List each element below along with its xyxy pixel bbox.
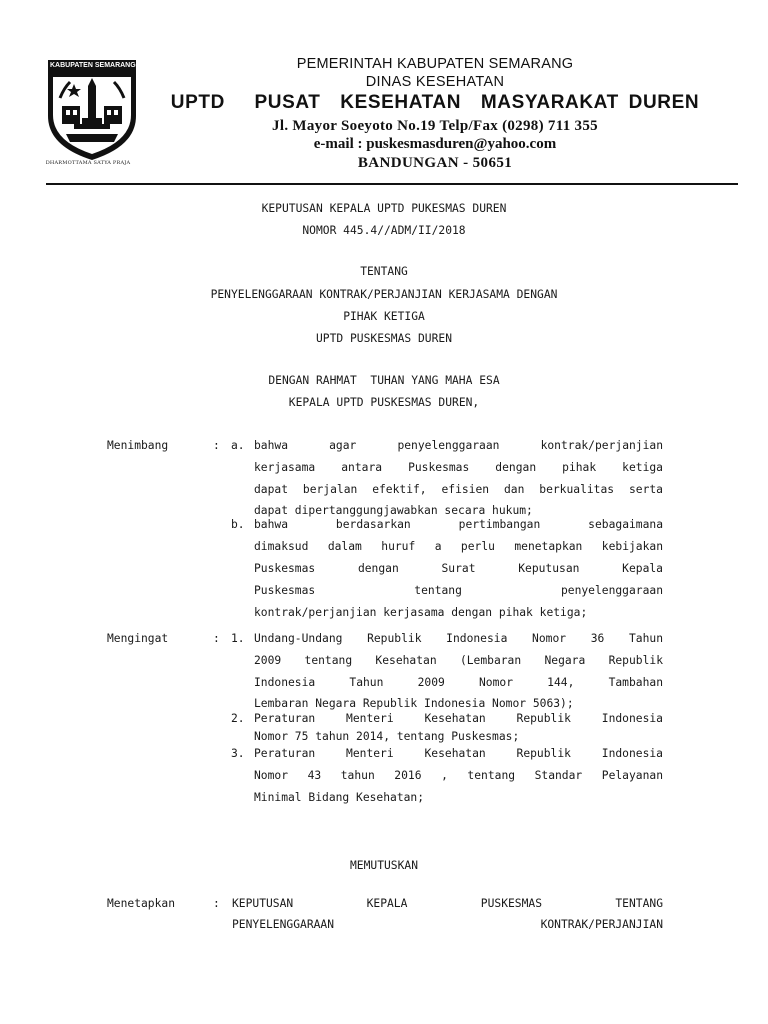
address-line: Jl. Mayor Soeyoto No.19 Telp/Fax (0298) 711 355: [272, 118, 598, 134]
item-line: dapat berjalan efektif, efisien dan berkualitas serta: [254, 483, 663, 496]
institution-name: UPTD PUSAT KESEHATAN MASYARAKAT DUREN: [170, 92, 700, 113]
item-marker: 3.: [231, 747, 245, 760]
item-line: Peraturan Menteri Kesehatan Republik Indonesia: [254, 747, 663, 760]
city-postcode: BANDUNGAN - 50651: [357, 155, 513, 171]
menimbang-label: Menimbang: [107, 439, 169, 452]
item-line: Nomor 43 tahun 2016 , tentang Standar Pelayanan: [254, 769, 663, 782]
mengingat-label: Mengingat: [107, 632, 169, 645]
letterhead-divider: [46, 183, 738, 185]
subject-line-2: PIHAK KETIGA: [343, 310, 425, 323]
menetapkan-line: PENYELENGGARAAN KONTRAK/PERJANJIAN: [232, 918, 663, 931]
menetapkan-label: Menetapkan: [107, 897, 176, 910]
item-line: dimaksud dalam huruf a perlu menetapkan kebijakan: [254, 540, 663, 553]
subject-heading: TENTANG: [360, 265, 408, 278]
invocation: DENGAN RAHMAT TUHAN YANG MAHA ESA: [268, 374, 500, 387]
menetapkan-colon: :: [213, 897, 220, 910]
item-line: kerjasama antara Puskesmas dengan pihak ketiga: [254, 461, 663, 474]
item-line: bahwa berdasarkan pertimbangan sebagaimana: [254, 518, 663, 531]
regency-emblem: [44, 58, 140, 170]
item-line: bahwa agar penyelenggaraan kontrak/perjanjian: [254, 439, 663, 452]
item-line: kontrak/perjanjian kerjasama dengan pihak ketiga;: [254, 606, 588, 619]
decree-title: KEPUTUSAN KEPALA UPTD PUKESMAS DUREN: [261, 202, 507, 215]
government-name: PEMERINTAH KABUPATEN SEMARANG: [296, 56, 574, 72]
shield-emblem-icon: [44, 58, 140, 162]
item-line: dapat dipertanggungjawabkan secara hukum;: [254, 504, 533, 517]
subject-line-3: UPTD PUSKESMAS DUREN: [315, 332, 453, 345]
issuer: KEPALA UPTD PUSKESMAS DUREN,: [288, 396, 480, 409]
item-line: Minimal Bidang Kesehatan;: [254, 791, 425, 804]
decree-number: NOMOR 445.4//ADM/II/2018: [302, 224, 466, 237]
subject-line-1: PENYELENGGARAAN KONTRAK/PERJANJIAN KERJASAMA DENGAN: [210, 288, 558, 301]
menimbang-colon: :: [213, 439, 220, 452]
item-marker: b.: [231, 518, 245, 531]
emblem-motto: DHARMOTTAMA SATYA PRAJA: [45, 160, 131, 166]
menetapkan-line: KEPUTUSAN KEPALA PUSKESMAS TENTANG: [232, 897, 663, 910]
item-line: Puskesmas dengan Surat Keputusan Kepala: [254, 562, 663, 575]
item-line: 2009 tentang Kesehatan (Lembaran Negara Republik: [254, 654, 663, 667]
item-marker: a.: [231, 439, 245, 452]
item-marker: 1.: [231, 632, 245, 645]
item-marker: 2.: [231, 712, 245, 725]
email-line: e-mail : puskesmasduren@yahoo.com: [313, 136, 557, 152]
item-line: Indonesia Tahun 2009 Nomor 144, Tambahan: [254, 676, 663, 689]
emblem-label: KABUPATEN SEMARANG: [50, 62, 136, 69]
item-line: Lembaran Negara Republik Indonesia Nomor 5063);: [254, 697, 574, 710]
item-line: Undang-Undang Republik Indonesia Nomor 36 Tahun: [254, 632, 663, 645]
memutuskan-heading: MEMUTUSKAN: [349, 859, 418, 872]
item-line: Peraturan Menteri Kesehatan Republik Indonesia: [254, 712, 663, 725]
item-line: Nomor 75 tahun 2014, tentang Puskesmas;: [254, 730, 520, 743]
department-name: DINAS KESEHATAN: [365, 74, 505, 90]
mengingat-colon: :: [213, 632, 220, 645]
item-line: Puskesmas tentang penyelenggaraan: [254, 584, 663, 597]
